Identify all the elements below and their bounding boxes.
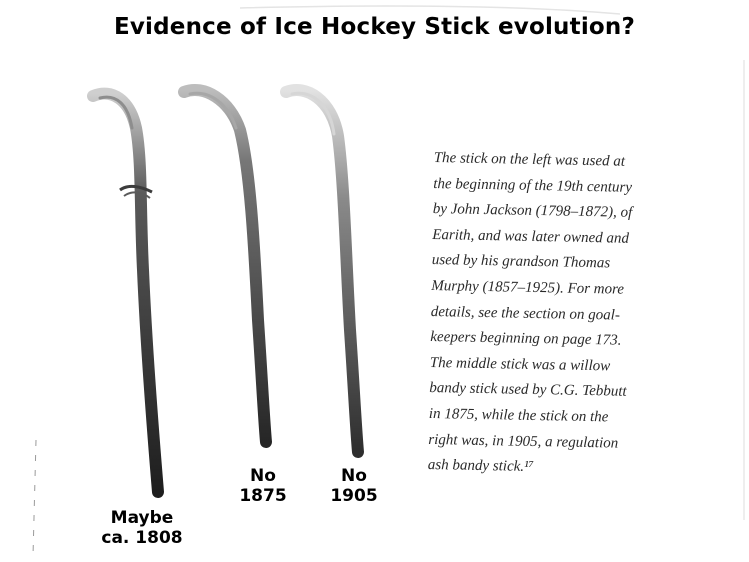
caption-stick-middle: [220, 466, 306, 506]
stick-middle: [184, 90, 266, 442]
caption-left-line2: ca. 1808: [101, 528, 183, 548]
book-line: bandy stick used by C.G. Tebbutt: [429, 380, 627, 401]
book-line: keepers beginning on page 173.: [430, 329, 622, 349]
book-line: The middle stick was a willow: [429, 354, 611, 375]
book-line: right was, in 1905, a regulation: [428, 431, 619, 452]
book-line: used by his grandson Thomas: [431, 252, 611, 272]
slide-title: Evidence of Ice Hockey Stick evolution?: [113, 14, 636, 40]
page-shadow-top: [240, 6, 620, 14]
caption-middle-line1: No: [250, 466, 276, 486]
stick-right: [286, 90, 358, 452]
caption-right-line2: 1905: [330, 486, 378, 506]
book-line: by John Jackson (1798–1872), of: [432, 201, 633, 222]
caption-right-line1: No: [341, 466, 367, 486]
book-line: ash bandy stick.¹⁷: [427, 457, 534, 476]
stick-left: [93, 94, 158, 492]
book-line: details, see the section on goal-: [430, 303, 621, 324]
caption-stick-left: [78, 508, 206, 548]
book-line: Murphy (1857–1925). For more: [431, 277, 625, 298]
caption-stick-right: [311, 466, 397, 506]
caption-left-line1: Maybe: [110, 508, 174, 528]
page-edge-left: [33, 440, 36, 556]
book-line: The stick on the left was used at: [433, 149, 626, 170]
book-line: the beginning of the 19th century: [433, 175, 633, 196]
book-line: in 1875, while the stick on the: [428, 405, 609, 426]
book-caption-text: [428, 146, 694, 484]
book-line: Earith, and was later owned and: [432, 226, 630, 247]
caption-middle-line2: 1875: [239, 486, 287, 506]
